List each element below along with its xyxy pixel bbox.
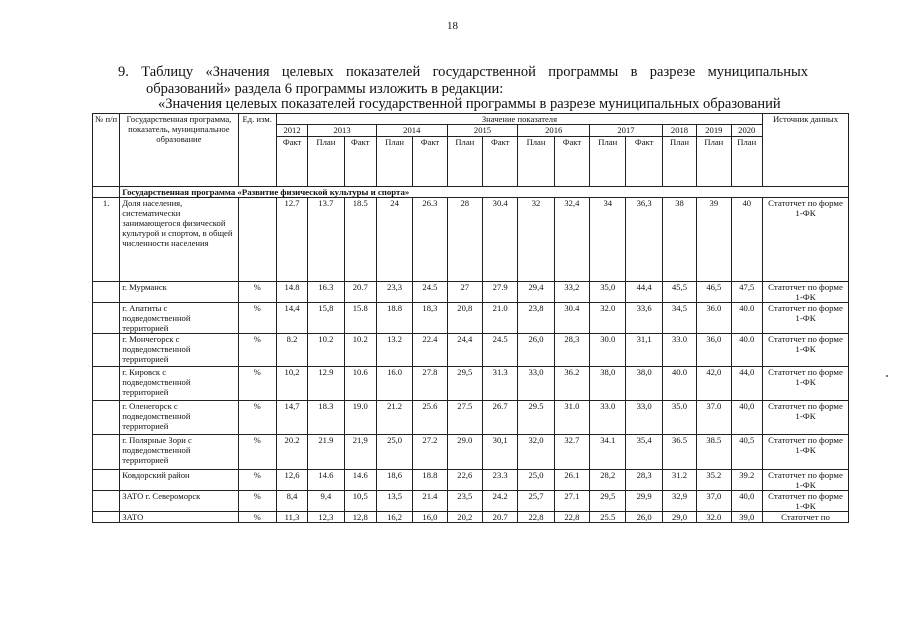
- row-name: ЗАТО г. Североморск: [120, 491, 238, 512]
- row-unit: %: [238, 491, 276, 512]
- row-value: 18.5: [344, 198, 376, 282]
- row-name: г. Мончегорск с подведомственной территорией: [120, 334, 238, 367]
- header-sub: Факт: [626, 137, 662, 187]
- row-name: г. Апатиты с подведомственной территорией: [120, 303, 238, 334]
- row-value: 22,8: [518, 512, 554, 523]
- row-name: Доля населения, систематически занимающегося физической культурой и спортом, в общей численности населения: [120, 198, 238, 282]
- row-value: 13,5: [376, 491, 412, 512]
- row-value: 14.6: [344, 470, 376, 491]
- header-num: № п/п: [93, 114, 120, 187]
- row-unit: %: [238, 470, 276, 491]
- row-source: Статотчет по форме 1-ФК: [763, 401, 849, 435]
- table-row: [93, 367, 849, 401]
- row-value: 33.0: [662, 334, 696, 367]
- row-value: 20,2: [447, 512, 482, 523]
- row-source: Статотчет по: [763, 512, 849, 523]
- row-unit: %: [238, 282, 276, 303]
- row-value: 32.0: [697, 512, 731, 523]
- row-value: 20.2: [276, 435, 307, 470]
- page-number: 18: [447, 20, 458, 32]
- row-value: 33,0: [518, 367, 554, 401]
- row-value: 22,8: [554, 512, 589, 523]
- row-value: 24.5: [413, 282, 447, 303]
- row-value: 36,3: [626, 198, 662, 282]
- row-value: 45,5: [662, 282, 696, 303]
- row-value: 12,8: [344, 512, 376, 523]
- row-value: 18,6: [376, 470, 412, 491]
- row-value: 38,0: [590, 367, 626, 401]
- header-sub: План: [731, 137, 762, 187]
- row-value: 30,1: [482, 435, 517, 470]
- row-value: 15.8: [344, 303, 376, 334]
- row-value: 10,5: [344, 491, 376, 512]
- row-source: Статотчет по форме 1-ФК: [763, 367, 849, 401]
- row-value: 35.2: [697, 470, 731, 491]
- indicators-table: [92, 113, 849, 523]
- row-num: 1.: [93, 198, 120, 282]
- header-sub: План: [376, 137, 412, 187]
- table-row: [93, 303, 849, 334]
- row-value: 13.7: [308, 198, 344, 282]
- row-value: 8,4: [276, 491, 307, 512]
- row-value: 36.2: [554, 367, 589, 401]
- header-sub: Факт: [413, 137, 447, 187]
- row-value: 32,0: [518, 435, 554, 470]
- row-value: 29,5: [447, 367, 482, 401]
- row-value: 12.7: [276, 198, 307, 282]
- row-value: 12,6: [276, 470, 307, 491]
- row-value: 10.2: [344, 334, 376, 367]
- row-value: 25,7: [518, 491, 554, 512]
- intro-line-2: образований» раздела 6 программы изложить в редакции:: [146, 81, 504, 97]
- row-value: 32.7: [554, 435, 589, 470]
- row-value: 22.4: [413, 334, 447, 367]
- row-value: 16.0: [376, 367, 412, 401]
- row-value: 40,0: [731, 401, 762, 435]
- row-value: 30.0: [590, 334, 626, 367]
- row-value: 25,0: [518, 470, 554, 491]
- header-program: Государственная программа, показатель, муниципальное образование: [120, 114, 238, 187]
- row-value: 35,4: [626, 435, 662, 470]
- row-value: 27.9: [482, 282, 517, 303]
- row-value: 10,2: [276, 367, 307, 401]
- row-value: 42,0: [697, 367, 731, 401]
- intro-line-1: 9. Таблицу «Значения целевых показателей государственной программы в разрезе муниципальных: [118, 64, 808, 80]
- row-value: 24,4: [447, 334, 482, 367]
- header-year: 2014: [376, 125, 447, 137]
- row-value: 21.0: [482, 303, 517, 334]
- row-value: 28: [447, 198, 482, 282]
- row-value: 26.7: [482, 401, 517, 435]
- header-year: 2020: [731, 125, 762, 137]
- row-value: 40.0: [662, 367, 696, 401]
- row-unit: [238, 198, 276, 282]
- row-value: 32,4: [554, 198, 589, 282]
- row-value: 36,0: [697, 334, 731, 367]
- row-name: г. Мурманск: [120, 282, 238, 303]
- row-value: 36.5: [662, 435, 696, 470]
- row-value: 29,4: [518, 282, 554, 303]
- row-value: 27.1: [554, 491, 589, 512]
- scan-speck: [886, 375, 888, 377]
- row-value: 23,8: [518, 303, 554, 334]
- header-sub: Факт: [344, 137, 376, 187]
- row-num: [93, 470, 120, 491]
- table-row: [93, 282, 849, 303]
- row-value: 31.0: [554, 401, 589, 435]
- row-value: 18.8: [376, 303, 412, 334]
- row-num: [93, 334, 120, 367]
- row-value: 21.4: [413, 491, 447, 512]
- row-value: 26,0: [626, 512, 662, 523]
- row-value: 35,0: [590, 282, 626, 303]
- row-value: 29.0: [447, 435, 482, 470]
- table-row: [93, 512, 849, 523]
- row-value: 11,3: [276, 512, 307, 523]
- row-value: 26.1: [554, 470, 589, 491]
- row-value: 20.7: [344, 282, 376, 303]
- row-value: 38.5: [697, 435, 731, 470]
- row-source: Статотчет по форме 1-ФК: [763, 470, 849, 491]
- row-value: 22,6: [447, 470, 482, 491]
- row-value: 28,2: [590, 470, 626, 491]
- row-value: 40: [731, 198, 762, 282]
- row-value: 10.6: [344, 367, 376, 401]
- row-value: 39: [697, 198, 731, 282]
- row-value: 14,4: [276, 303, 307, 334]
- row-value: 44,4: [626, 282, 662, 303]
- table-row: [93, 198, 849, 282]
- row-value: 21.9: [308, 435, 344, 470]
- header-year: 2019: [697, 125, 731, 137]
- row-num: [93, 401, 120, 435]
- row-value: 32.0: [590, 303, 626, 334]
- header-sub: Факт: [554, 137, 589, 187]
- row-value: 33,0: [626, 401, 662, 435]
- header-year: 2012: [276, 125, 307, 137]
- header-sub: План: [590, 137, 626, 187]
- row-value: 32,9: [662, 491, 696, 512]
- row-value: 16,0: [413, 512, 447, 523]
- row-value: 23.3: [482, 470, 517, 491]
- header-year: 2017: [590, 125, 663, 137]
- row-num: [93, 282, 120, 303]
- row-value: 30.4: [554, 303, 589, 334]
- row-value: 25,0: [376, 435, 412, 470]
- row-value: 16.3: [308, 282, 344, 303]
- row-value: 31,1: [626, 334, 662, 367]
- row-value: 40,5: [731, 435, 762, 470]
- header-sub: План: [308, 137, 344, 187]
- row-value: 27.5: [447, 401, 482, 435]
- row-source: Статотчет по форме 1-ФК: [763, 303, 849, 334]
- header-year: 2013: [308, 125, 377, 137]
- row-value: 44,0: [731, 367, 762, 401]
- row-value: 19.0: [344, 401, 376, 435]
- table-row: [93, 435, 849, 470]
- row-value: 8.2: [276, 334, 307, 367]
- row-num: [93, 512, 120, 523]
- row-value: 27: [447, 282, 482, 303]
- row-value: 29,5: [590, 491, 626, 512]
- header-sub: Факт: [482, 137, 517, 187]
- row-unit: %: [238, 435, 276, 470]
- header-sub: План: [518, 137, 554, 187]
- header-values: Значение показателя: [276, 114, 762, 125]
- row-unit: %: [238, 334, 276, 367]
- row-value: 36.0: [697, 303, 731, 334]
- row-value: 25.6: [413, 401, 447, 435]
- row-value: 24.5: [482, 334, 517, 367]
- row-value: 18.8: [413, 470, 447, 491]
- row-num: [93, 303, 120, 334]
- row-value: 35.0: [662, 401, 696, 435]
- row-name: г. Оленегорск с подведомственной территорией: [120, 401, 238, 435]
- header-year: 2018: [662, 125, 696, 137]
- row-value: 29,9: [626, 491, 662, 512]
- row-value: 20.7: [482, 512, 517, 523]
- row-value: 14.8: [276, 282, 307, 303]
- row-value: 47,5: [731, 282, 762, 303]
- header-sub: План: [447, 137, 482, 187]
- row-value: 33,2: [554, 282, 589, 303]
- row-value: 12,3: [308, 512, 344, 523]
- row-value: 18,3: [413, 303, 447, 334]
- header-source: Источник данных: [763, 114, 849, 187]
- row-value: 21,9: [344, 435, 376, 470]
- row-value: 10.2: [308, 334, 344, 367]
- row-source: Статотчет по форме 1-ФК: [763, 435, 849, 470]
- row-value: 39,0: [731, 512, 762, 523]
- row-name: ЗАТО: [120, 512, 238, 523]
- row-value: 23,3: [376, 282, 412, 303]
- intro-line-3: «Значения целевых показателей государственной программы в разрезе муниципальных образований: [158, 96, 781, 112]
- row-value: 38,0: [626, 367, 662, 401]
- row-value: 37.0: [697, 401, 731, 435]
- row-value: 27.8: [413, 367, 447, 401]
- row-num: [93, 367, 120, 401]
- row-value: 23,5: [447, 491, 482, 512]
- program-title: Государственная программа «Развитие физической культуры и спорта»: [120, 187, 849, 198]
- row-source: Статотчет по форме 1-ФК: [763, 198, 849, 282]
- row-value: 32: [518, 198, 554, 282]
- row-source: Статотчет по форме 1-ФК: [763, 334, 849, 367]
- row-value: 28,3: [626, 470, 662, 491]
- row-value: 33,6: [626, 303, 662, 334]
- header-sub: План: [697, 137, 731, 187]
- row-value: 29,0: [662, 512, 696, 523]
- row-value: 15,8: [308, 303, 344, 334]
- row-value: 37,0: [697, 491, 731, 512]
- row-unit: %: [238, 401, 276, 435]
- row-name: Ковдорский район: [120, 470, 238, 491]
- row-value: 24: [376, 198, 412, 282]
- row-value: 25.5: [590, 512, 626, 523]
- row-value: 29.5: [518, 401, 554, 435]
- row-value: 14,7: [276, 401, 307, 435]
- header-sub: План: [662, 137, 696, 187]
- row-value: 34.1: [590, 435, 626, 470]
- row-source: Статотчет по форме 1-ФК: [763, 282, 849, 303]
- row-value: 24.2: [482, 491, 517, 512]
- row-value: 9,4: [308, 491, 344, 512]
- row-value: 26,0: [518, 334, 554, 367]
- row-value: 40,0: [731, 491, 762, 512]
- row-value: 40.0: [731, 334, 762, 367]
- row-name: г. Кировск с подведомственной территорией: [120, 367, 238, 401]
- row-value: 46,5: [697, 282, 731, 303]
- table-row: [93, 491, 849, 512]
- row-value: 12.9: [308, 367, 344, 401]
- row-value: 38: [662, 198, 696, 282]
- header-year: 2016: [518, 125, 590, 137]
- row-value: 34,5: [662, 303, 696, 334]
- row-value: 16,2: [376, 512, 412, 523]
- row-value: 28,3: [554, 334, 589, 367]
- row-value: 34: [590, 198, 626, 282]
- row-value: 26.3: [413, 198, 447, 282]
- row-unit: %: [238, 303, 276, 334]
- row-value: 13.2: [376, 334, 412, 367]
- header-year: 2015: [447, 125, 518, 137]
- row-value: 20,8: [447, 303, 482, 334]
- row-value: 30.4: [482, 198, 517, 282]
- row-value: 31.2: [662, 470, 696, 491]
- row-value: 18.3: [308, 401, 344, 435]
- table-row: [93, 470, 849, 491]
- row-value: 33.0: [590, 401, 626, 435]
- row-value: 31.3: [482, 367, 517, 401]
- row-source: Статотчет по форме 1-ФК: [763, 491, 849, 512]
- header-sub: Факт: [276, 137, 307, 187]
- row-value: 40.0: [731, 303, 762, 334]
- table-row: [93, 401, 849, 435]
- row-value: 21.2: [376, 401, 412, 435]
- row-unit: %: [238, 512, 276, 523]
- row-num: [93, 491, 120, 512]
- row-unit: %: [238, 367, 276, 401]
- row-name: г. Полярные Зори с подведомственной территорией: [120, 435, 238, 470]
- table-row: [93, 334, 849, 367]
- row-value: 14.6: [308, 470, 344, 491]
- row-value: 39.2: [731, 470, 762, 491]
- header-unit: Ед. изм.: [238, 114, 276, 187]
- row-num: [93, 435, 120, 470]
- row-value: 27.2: [413, 435, 447, 470]
